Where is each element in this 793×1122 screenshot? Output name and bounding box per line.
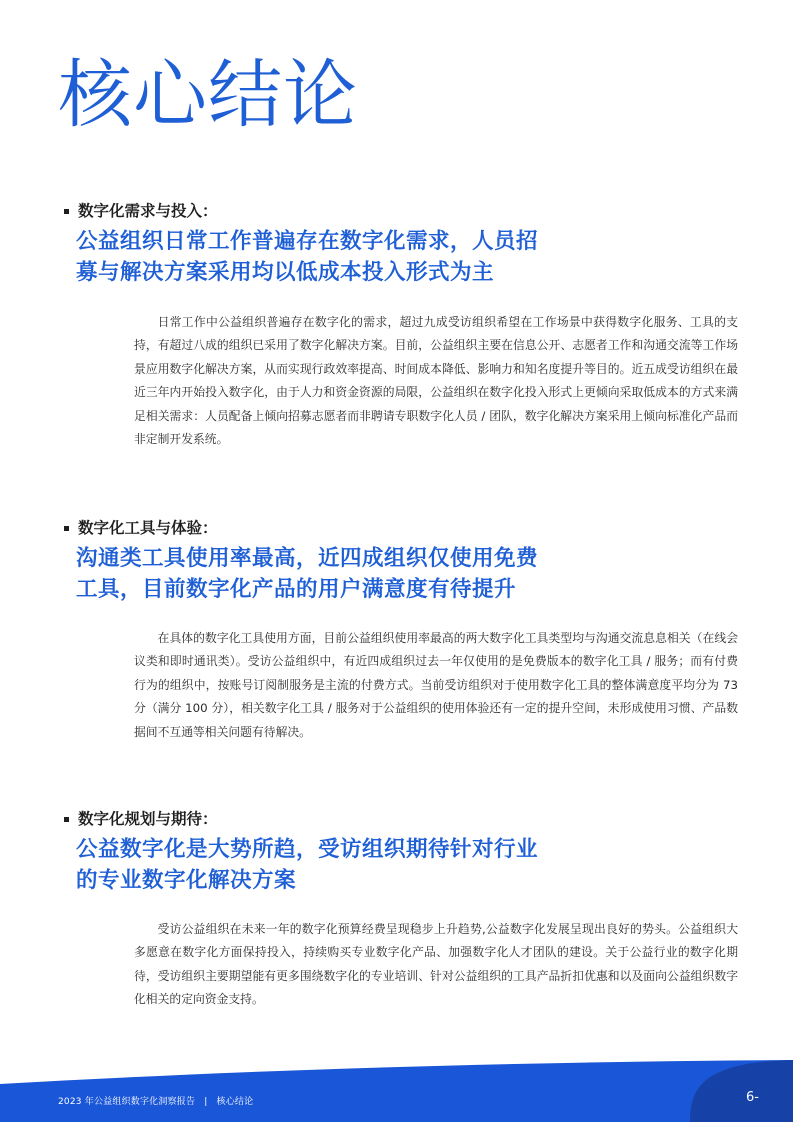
footer-caption: [58, 1094, 253, 1107]
bullet-icon: [64, 526, 69, 531]
section-label-text: 数字化需求与投入：: [78, 202, 218, 220]
section-label: [62, 517, 742, 539]
footer-report-name: 2023 年公益组织数字化洞察报告: [58, 1097, 196, 1107]
section-label-text: 数字化工具与体验：: [78, 519, 218, 537]
footer-chapter: 核心结论: [216, 1097, 254, 1107]
section-digital-demand: [62, 200, 742, 288]
section-digital-tools: [62, 517, 742, 605]
page-number: 6-: [746, 1090, 759, 1105]
page-title: 核心结论: [58, 52, 358, 138]
footer-wave-shape: [0, 1060, 793, 1122]
section-body: 日常工作中公益组织普遍存在数字化的需求，超过九成受访组织希望在工作场景中获得数字化服务、工具的支持，有超过八成的组织已采用了数字化解决方案。目前，公益组织主要在信息公开、志愿者工作和沟通交流等工作场景应用数字化解决方案，从而实现行政效率提高、时间成本降低、影响力和知名度提升等目的。近五成受访组织在最近三年内开始投入数字化，由于人力和资金资源的局限，公益组织在数字化投入形式上更倾向采取低成本的方式来满足相关需求：人员配备上倾向招募志愿者而非聘请专职数字化人员 / 团队，数字化解决方案采用上倾向标准化产品而非定制开发系统。: [134, 315, 738, 447]
section-label: [62, 808, 742, 830]
section-body: 受访公益组织在未来一年的数字化预算经费呈现稳步上升趋势,公益数字化发展呈现出良好的势头。公益组织大多愿意在数字化方面保持投入，持续购买专业数字化产品、加强数字化人才团队的建设。关于公益行业的数字化期待，受访组织主要期望能有更多围绕数字化的专业培训、针对公益组织的工具产品折扣优惠和以及面向公益组织数字化相关的定向资金支持。: [134, 922, 738, 1007]
section-headline: 公益数字化是大势所趋，受访组织期待针对行业 的专业数字化解决方案: [76, 837, 539, 893]
page-footer: [0, 1060, 793, 1122]
section-label: [62, 200, 742, 222]
bullet-icon: [64, 209, 69, 214]
section-label-text: 数字化规划与期待：: [78, 810, 218, 828]
section-headline: 沟通类工具使用率最高，近四成组织仅使用免费 工具，目前数字化产品的用户满意度有待提升: [76, 546, 539, 602]
section-digital-planning: [62, 808, 742, 896]
section-body: 在具体的数字化工具使用方面，目前公益组织使用率最高的两大数字化工具类型均与沟通交流息息相关（在线会议类和即时通讯类）。受访公益组织中，有近四成组织过去一年仅使用的是免费版本的数字化工具 / 服务；而有付费行为的组织中，按账号订阅制服务是主流的付费方式。当前受访组织对于使用数字化工具的整体满意度平均分为 73 分（满分 100 分），相关数字化工具 / 服务对于公益组织的使用体验还有一定的提升空间，未形成使用习惯、产品数据间不互通等相关问题有待解决。: [134, 631, 738, 739]
bullet-icon: [64, 817, 69, 822]
footer-separator: |: [204, 1097, 208, 1107]
section-headline: 公益组织日常工作普遍存在数字化需求，人员招 募与解决方案采用均以低成本投入形式为主: [76, 229, 539, 285]
